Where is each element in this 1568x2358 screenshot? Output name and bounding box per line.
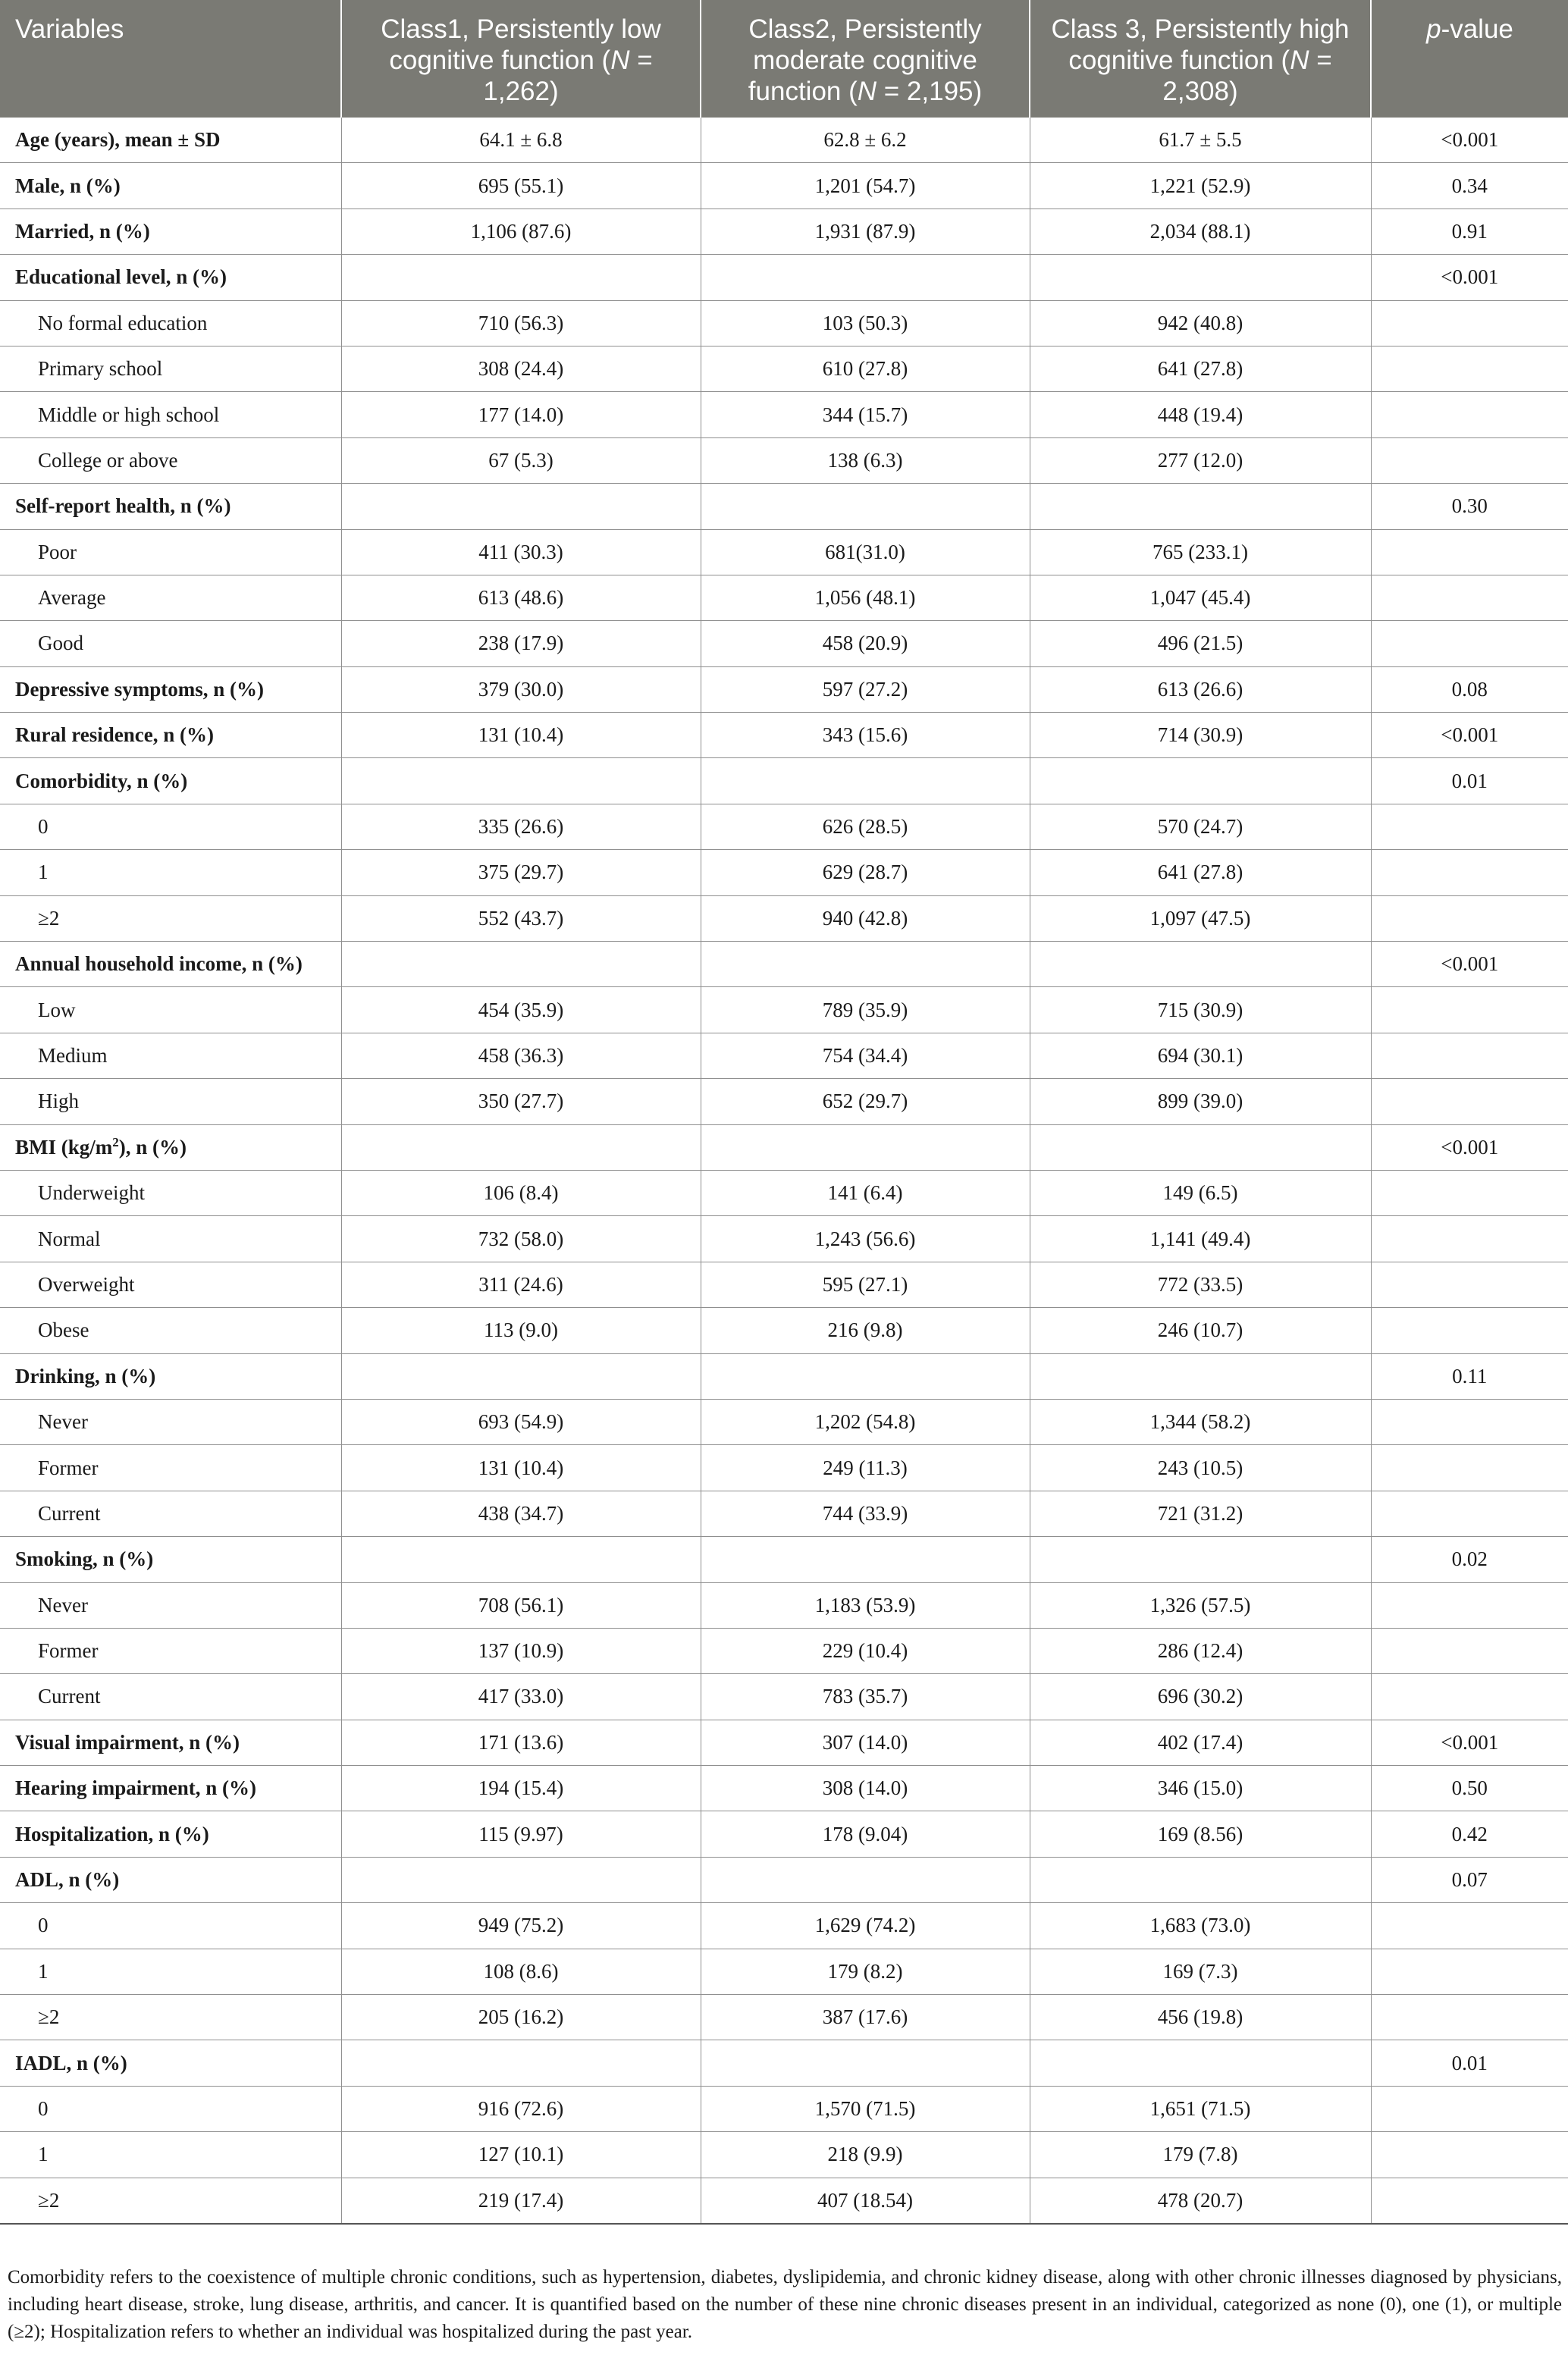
cell-class1: 552 (43.7) [341, 895, 701, 941]
cell-class2: 218 (9.9) [701, 2132, 1030, 2178]
cell-p-value [1371, 895, 1568, 941]
cell-class1 [341, 1124, 701, 1170]
table-row [0, 1903, 1568, 1949]
row-label: Annual household income, n (%) [0, 942, 341, 987]
row-label: ≥2 [0, 1995, 341, 2040]
cell-class2: 308 (14.0) [701, 1766, 1030, 1811]
cell-class2 [701, 1124, 1030, 1170]
cell-class3: 696 (30.2) [1030, 1674, 1371, 1720]
table-footnote: Comorbidity refers to the coexistence of multiple chronic conditions, such as hypertension, diabetes, dyslipidemia, and chronic kidney disease, along with other chronic illnesses diagnosed by physicians, including heart disease, stroke, lung disease, arthritis, and cancer. It is quantified based on the number of these nine chronic diseases present in an individual, categorized as none (0), one (1), or multiple (≥2); Hospitalization refers to whether an individual was hospitalized during the past year. [8, 2267, 1562, 2342]
header-row [0, 0, 1568, 118]
table-row [0, 1124, 1568, 1170]
cell-class1 [341, 942, 701, 987]
row-label: Poor [0, 529, 341, 575]
cell-class2: 387 (17.6) [701, 1995, 1030, 2040]
cell-class1: 64.1 ± 6.8 [341, 118, 701, 163]
cell-class1: 613 (48.6) [341, 575, 701, 620]
cell-p-value [1371, 1170, 1568, 1215]
cell-p-value [1371, 392, 1568, 437]
cell-class3 [1030, 758, 1371, 804]
row-label: Medium [0, 1033, 341, 1078]
cell-class1 [341, 484, 701, 529]
cell-class1: 710 (56.3) [341, 300, 701, 346]
table-row [0, 1674, 1568, 1720]
cell-p-value: 0.34 [1371, 163, 1568, 209]
table-row [0, 1353, 1568, 1399]
cell-class1: 454 (35.9) [341, 987, 701, 1033]
cell-p-value: 0.42 [1371, 1811, 1568, 1857]
cell-p-value: <0.001 [1371, 1720, 1568, 1765]
table-row [0, 1262, 1568, 1307]
cell-class1 [341, 1537, 701, 1582]
cell-p-value [1371, 1399, 1568, 1444]
table-row [0, 804, 1568, 849]
cell-p-value [1371, 1628, 1568, 1673]
table-row [0, 895, 1568, 941]
cell-class3: 899 (39.0) [1030, 1079, 1371, 1124]
row-label: Married, n (%) [0, 209, 341, 254]
table-row [0, 484, 1568, 529]
cell-p-value [1371, 437, 1568, 483]
cell-p-value: 0.02 [1371, 1537, 1568, 1582]
row-label: Underweight [0, 1170, 341, 1215]
cell-class1 [341, 255, 701, 300]
cell-class2: 681(31.0) [701, 529, 1030, 575]
cell-p-value [1371, 1674, 1568, 1720]
table-row [0, 2086, 1568, 2131]
cell-class1 [341, 2040, 701, 2086]
cell-class1: 949 (75.2) [341, 1903, 701, 1949]
cell-class2: 103 (50.3) [701, 300, 1030, 346]
row-label: Middle or high school [0, 392, 341, 437]
row-label: College or above [0, 437, 341, 483]
table-row [0, 1811, 1568, 1857]
table-row [0, 1170, 1568, 1215]
table-row [0, 1949, 1568, 1994]
cell-class3 [1030, 484, 1371, 529]
row-label: Age (years), mean ± SD [0, 118, 341, 163]
cell-class2: 229 (10.4) [701, 1628, 1030, 1673]
row-label: ADL, n (%) [0, 1857, 341, 1902]
cell-class2: 744 (33.9) [701, 1491, 1030, 1536]
cell-class3: 243 (10.5) [1030, 1445, 1371, 1491]
cell-class1: 438 (34.7) [341, 1491, 701, 1536]
cell-class1: 379 (30.0) [341, 666, 701, 712]
cell-class2: 1,243 (56.6) [701, 1216, 1030, 1262]
cell-class1: 916 (72.6) [341, 2086, 701, 2131]
row-label: Obese [0, 1308, 341, 1353]
table-row [0, 1582, 1568, 1628]
row-label: 1 [0, 850, 341, 895]
cell-class3: 2,034 (88.1) [1030, 209, 1371, 254]
cell-p-value [1371, 2086, 1568, 2131]
cell-class1: 708 (56.1) [341, 1582, 701, 1628]
cell-p-value [1371, 1216, 1568, 1262]
row-label: 0 [0, 2086, 341, 2131]
cell-class2: 179 (8.2) [701, 1949, 1030, 1994]
cell-p-value: <0.001 [1371, 942, 1568, 987]
cell-class1: 1,106 (87.6) [341, 209, 701, 254]
cell-class1: 458 (36.3) [341, 1033, 701, 1078]
cell-p-value: <0.001 [1371, 713, 1568, 758]
cell-class3: 1,221 (52.9) [1030, 163, 1371, 209]
cell-class3: 496 (21.5) [1030, 621, 1371, 666]
cell-class3 [1030, 2040, 1371, 2086]
table-row [0, 1079, 1568, 1124]
cell-class3: 456 (19.8) [1030, 1995, 1371, 2040]
row-label: Overweight [0, 1262, 341, 1307]
table-row [0, 118, 1568, 163]
cell-class2 [701, 1353, 1030, 1399]
cell-class1: 308 (24.4) [341, 346, 701, 391]
cell-class1: 115 (9.97) [341, 1811, 701, 1857]
cell-p-value: 0.01 [1371, 2040, 1568, 2086]
cell-class2 [701, 1857, 1030, 1902]
cell-p-value: 0.01 [1371, 758, 1568, 804]
cell-p-value [1371, 2132, 1568, 2178]
cell-class1: 350 (27.7) [341, 1079, 701, 1124]
cell-p-value [1371, 621, 1568, 666]
cell-class2 [701, 1537, 1030, 1582]
table-row [0, 163, 1568, 209]
table-row [0, 1308, 1568, 1353]
table-row [0, 850, 1568, 895]
cell-p-value: 0.30 [1371, 484, 1568, 529]
cell-p-value [1371, 1262, 1568, 1307]
cell-p-value [1371, 804, 1568, 849]
row-label: ≥2 [0, 2178, 341, 2224]
cell-class1: 127 (10.1) [341, 2132, 701, 2178]
row-label: Current [0, 1491, 341, 1536]
cell-class2: 1,202 (54.8) [701, 1399, 1030, 1444]
row-label: Normal [0, 1216, 341, 1262]
cell-class2: 1,570 (71.5) [701, 2086, 1030, 2131]
cell-class3: 1,097 (47.5) [1030, 895, 1371, 941]
cell-class2: 1,056 (48.1) [701, 575, 1030, 620]
table-row [0, 300, 1568, 346]
cell-class3: 448 (19.4) [1030, 392, 1371, 437]
cell-class1: 113 (9.0) [341, 1308, 701, 1353]
row-label: Visual impairment, n (%) [0, 1720, 341, 1765]
cell-class3: 61.7 ± 5.5 [1030, 118, 1371, 163]
cell-class1: 131 (10.4) [341, 1445, 701, 1491]
table-row [0, 529, 1568, 575]
cell-class1: 219 (17.4) [341, 2178, 701, 2224]
table-row [0, 2132, 1568, 2178]
cell-class3: 277 (12.0) [1030, 437, 1371, 483]
cell-class3: 1,326 (57.5) [1030, 1582, 1371, 1628]
table-row [0, 1033, 1568, 1078]
cell-class1 [341, 758, 701, 804]
table-row [0, 1491, 1568, 1536]
cell-class2: 458 (20.9) [701, 621, 1030, 666]
row-label: Depressive symptoms, n (%) [0, 666, 341, 712]
cell-p-value: 0.91 [1371, 209, 1568, 254]
cell-class3: 613 (26.6) [1030, 666, 1371, 712]
cell-class3: 641 (27.8) [1030, 346, 1371, 391]
cell-class3: 641 (27.8) [1030, 850, 1371, 895]
cell-p-value [1371, 1445, 1568, 1491]
header-class1: Class1, Persistently low cognitive function (N = 1,262) [341, 0, 701, 118]
cell-class3: 169 (8.56) [1030, 1811, 1371, 1857]
table-row [0, 1537, 1568, 1582]
cell-class2: 610 (27.8) [701, 346, 1030, 391]
row-label: BMI $(kg/m^2)$, n (%) [0, 1124, 341, 1170]
cell-p-value [1371, 2178, 1568, 2224]
cell-p-value [1371, 1903, 1568, 1949]
cell-class1: 417 (33.0) [341, 1674, 701, 1720]
cell-class1: 171 (13.6) [341, 1720, 701, 1765]
cell-class1: 411 (30.3) [341, 529, 701, 575]
cell-class1: 375 (29.7) [341, 850, 701, 895]
cell-class2: 1,931 (87.9) [701, 209, 1030, 254]
cell-class1: 205 (16.2) [341, 1995, 701, 2040]
cell-class2: 343 (15.6) [701, 713, 1030, 758]
cell-class3 [1030, 1857, 1371, 1902]
cell-class1 [341, 1857, 701, 1902]
cell-p-value [1371, 1491, 1568, 1536]
cell-class3: 1,344 (58.2) [1030, 1399, 1371, 1444]
cell-p-value: 0.08 [1371, 666, 1568, 712]
cell-class2: 1,629 (74.2) [701, 1903, 1030, 1949]
header-variables: Variables [0, 0, 341, 118]
cell-p-value [1371, 575, 1568, 620]
table-row [0, 255, 1568, 300]
table-row [0, 209, 1568, 254]
header-p-value: p-value [1371, 0, 1568, 118]
cell-class2 [701, 758, 1030, 804]
cell-p-value [1371, 346, 1568, 391]
cell-class2: 629 (28.7) [701, 850, 1030, 895]
cell-class1: 67 (5.3) [341, 437, 701, 483]
row-label: ≥2 [0, 895, 341, 941]
cell-class2 [701, 2040, 1030, 2086]
cell-class3: 765 (233.1) [1030, 529, 1371, 575]
table-header [0, 0, 1568, 118]
cell-p-value [1371, 850, 1568, 895]
row-label: Average [0, 575, 341, 620]
cell-p-value: 0.11 [1371, 1353, 1568, 1399]
row-label: 0 [0, 1903, 341, 1949]
row-label: Former [0, 1628, 341, 1673]
row-label: Hospitalization, n (%) [0, 1811, 341, 1857]
table-row [0, 1995, 1568, 2040]
row-label: Current [0, 1674, 341, 1720]
cell-p-value [1371, 1079, 1568, 1124]
row-label: Rural residence, n (%) [0, 713, 341, 758]
cell-class2: 1,183 (53.9) [701, 1582, 1030, 1628]
cell-p-value [1371, 1995, 1568, 2040]
row-label: Smoking, n (%) [0, 1537, 341, 1582]
row-label: 1 [0, 2132, 341, 2178]
row-label: Hearing impairment, n (%) [0, 1766, 341, 1811]
cell-class1: 238 (17.9) [341, 621, 701, 666]
cell-class1: 177 (14.0) [341, 392, 701, 437]
cell-class1: 131 (10.4) [341, 713, 701, 758]
table-row [0, 713, 1568, 758]
table-row [0, 575, 1568, 620]
cell-class3 [1030, 1124, 1371, 1170]
cell-class3: 772 (33.5) [1030, 1262, 1371, 1307]
cell-class3 [1030, 1537, 1371, 1582]
cell-class2 [701, 255, 1030, 300]
table-row [0, 2178, 1568, 2224]
row-label: Former [0, 1445, 341, 1491]
table-row [0, 621, 1568, 666]
cell-p-value: 0.50 [1371, 1766, 1568, 1811]
cell-class1: 108 (8.6) [341, 1949, 701, 1994]
table-row [0, 758, 1568, 804]
cell-class3: 942 (40.8) [1030, 300, 1371, 346]
row-label: Educational level, n (%) [0, 255, 341, 300]
cell-class1: 732 (58.0) [341, 1216, 701, 1262]
table-row [0, 666, 1568, 712]
row-label: Never [0, 1399, 341, 1444]
table-body [0, 118, 1568, 2224]
row-label: Drinking, n (%) [0, 1353, 341, 1399]
cell-class1: 137 (10.9) [341, 1628, 701, 1673]
cell-class1: 194 (15.4) [341, 1766, 701, 1811]
table-row [0, 2040, 1568, 2086]
table-row [0, 1857, 1568, 1902]
table-row [0, 346, 1568, 391]
cell-class2: 626 (28.5) [701, 804, 1030, 849]
cell-class3: 694 (30.1) [1030, 1033, 1371, 1078]
row-label: Primary school [0, 346, 341, 391]
cell-class2: 652 (29.7) [701, 1079, 1030, 1124]
cell-class3 [1030, 1353, 1371, 1399]
cell-class2: 783 (35.7) [701, 1674, 1030, 1720]
cell-class1 [341, 1353, 701, 1399]
cell-p-value [1371, 987, 1568, 1033]
row-label: 1 [0, 1949, 341, 1994]
cell-class2: 597 (27.2) [701, 666, 1030, 712]
cell-class2: 141 (6.4) [701, 1170, 1030, 1215]
cell-p-value: <0.001 [1371, 118, 1568, 163]
cell-p-value [1371, 1308, 1568, 1353]
row-label: 0 [0, 804, 341, 849]
cell-class2: 249 (11.3) [701, 1445, 1030, 1491]
cell-p-value [1371, 300, 1568, 346]
cell-p-value: <0.001 [1371, 255, 1568, 300]
row-label: Male, n (%) [0, 163, 341, 209]
cell-class2: 789 (35.9) [701, 987, 1030, 1033]
cell-class2: 307 (14.0) [701, 1720, 1030, 1765]
cell-class1: 693 (54.9) [341, 1399, 701, 1444]
table-row [0, 1216, 1568, 1262]
cell-class2: 754 (34.4) [701, 1033, 1030, 1078]
cell-class3: 286 (12.4) [1030, 1628, 1371, 1673]
cell-class3: 246 (10.7) [1030, 1308, 1371, 1353]
cell-class2 [701, 484, 1030, 529]
table-row [0, 987, 1568, 1033]
cell-class3 [1030, 255, 1371, 300]
row-label: No formal education [0, 300, 341, 346]
cell-class3: 721 (31.2) [1030, 1491, 1371, 1536]
cell-class3: 346 (15.0) [1030, 1766, 1371, 1811]
row-label: Comorbidity, n (%) [0, 758, 341, 804]
cell-class2: 595 (27.1) [701, 1262, 1030, 1307]
table-row [0, 942, 1568, 987]
cell-class2 [701, 942, 1030, 987]
cell-class3: 570 (24.7) [1030, 804, 1371, 849]
cell-class2: 178 (9.04) [701, 1811, 1030, 1857]
cell-class3: 1,683 (73.0) [1030, 1903, 1371, 1949]
table-row [0, 437, 1568, 483]
cell-p-value: <0.001 [1371, 1124, 1568, 1170]
table-row [0, 1628, 1568, 1673]
cell-class3: 169 (7.3) [1030, 1949, 1371, 1994]
table-row [0, 392, 1568, 437]
table-row [0, 1445, 1568, 1491]
cell-p-value: 0.07 [1371, 1857, 1568, 1902]
cell-class3: 714 (30.9) [1030, 713, 1371, 758]
cell-class3: 1,141 (49.4) [1030, 1216, 1371, 1262]
cell-class3 [1030, 942, 1371, 987]
cell-class2: 940 (42.8) [701, 895, 1030, 941]
cell-class1: 106 (8.4) [341, 1170, 701, 1215]
cell-class3: 179 (7.8) [1030, 2132, 1371, 2178]
cell-p-value [1371, 1582, 1568, 1628]
row-label: Never [0, 1582, 341, 1628]
cell-class2: 344 (15.7) [701, 392, 1030, 437]
row-label: Good [0, 621, 341, 666]
cell-class3: 149 (6.5) [1030, 1170, 1371, 1215]
cell-p-value [1371, 529, 1568, 575]
cell-class3: 715 (30.9) [1030, 987, 1371, 1033]
table-row [0, 1766, 1568, 1811]
table-row [0, 1399, 1568, 1444]
cell-class2: 1,201 (54.7) [701, 163, 1030, 209]
cell-class3: 478 (20.7) [1030, 2178, 1371, 2224]
row-label: Self-report health, n (%) [0, 484, 341, 529]
header-class2: Class2, Persistently moderate cognitive function (N = 2,195) [701, 0, 1030, 118]
cell-class3: 1,651 (71.5) [1030, 2086, 1371, 2131]
cell-class2: 138 (6.3) [701, 437, 1030, 483]
cell-class3: 1,047 (45.4) [1030, 575, 1371, 620]
cell-class3: 402 (17.4) [1030, 1720, 1371, 1765]
cell-p-value [1371, 1949, 1568, 1994]
table-row [0, 1720, 1568, 1765]
row-label: IADL, n (%) [0, 2040, 341, 2086]
cell-p-value [1371, 1033, 1568, 1078]
cell-class1: 311 (24.6) [341, 1262, 701, 1307]
header-class3: Class 3, Persistently high cognitive function (N = 2,308) [1030, 0, 1371, 118]
cell-class2: 407 (18.54) [701, 2178, 1030, 2224]
row-label: Low [0, 987, 341, 1033]
cell-class2: 216 (9.8) [701, 1308, 1030, 1353]
cell-class2: 62.8 ± 6.2 [701, 118, 1030, 163]
cell-class1: 335 (26.6) [341, 804, 701, 849]
cell-class1: 695 (55.1) [341, 163, 701, 209]
row-label: High [0, 1079, 341, 1124]
